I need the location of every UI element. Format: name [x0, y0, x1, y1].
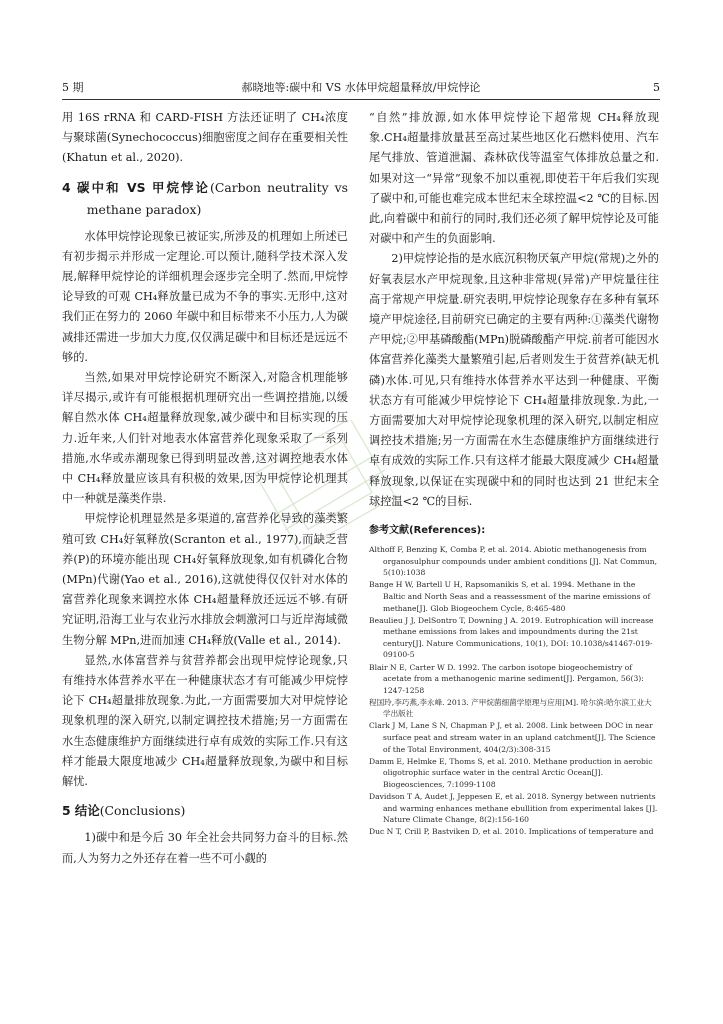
- section-heading-4: [62, 177, 348, 221]
- paragraph: 2)甲烷悖论指的是水底沉积物厌氧产甲烷(常规)之外的好氧表层水产甲烷现象,且这种非常规(异常)产甲烷量往往高于常规产甲烷量.研究表明,甲烷悖论现象存在多种有氧环境产甲烷途径,目前研究已确定的主要有两种:①藻类代谢物产甲烷;②甲基磷酸酯(MPn)脱磷酸酯产甲烷.前者可能因水体富营养化藻类大量繁殖引起,后者则发生于贫营养(缺无机磷)水体.可见,只有维持水体营养水平达到一种健康、平衡状态方有可能减少甲烷悖论下 CH₄超量排放现象.为此,一方面需要加大对甲烷悖论现象机理的深入研究,以制定相应调控技术措施;另一方面需在水生态健康维护方面继续进行卓有成效的实际工作.只有这样才能最大限度减少 CH₄超量释放现象,以保证在实现碳中和的同时也达到 21 世纪末全球控温<2 ℃的目标.: [369, 252, 659, 508]
- header-rule: [62, 99, 660, 100]
- paragraph: 显然,水体富营养与贫营养都会出现甲烷悖论现象,只有维持水体营养水平在一种健康状态才有可能减少甲烷悖论下 CH₄超量排放现象.为此,一方面需要加大对甲烷悖论现象机理的深入研究,以制定调控技术措施;另一方面需在水生态健康维护方面继续进行卓有成效的实际工作.只有这样才能最大限度地减少 CH₄超量释放现象,为碳中和目标解忧.: [62, 653, 348, 789]
- paragraph: “自然”排放源,如水体甲烷悖论下超常规 CH₄释放现象.CH₄超量排放量甚至高过某些地区化石燃料使用、汽车尾气排放、管道泄漏、森林砍伐等温室气体排放总量之和.如果对这一“异常”现象不加以重视,即使若干年后我们实现了碳中和,可能也难完成本世纪末全球控温<2 ℃的目标.因此,向着碳中和前行的同时,我们还必须了解甲烷悖论及可能对碳中和产生的负面影响.: [369, 111, 659, 246]
- reference-item: Davidson T A, Audet J, Jeppesen E, et al. 2018. Synergy between nutrients and warming enhances methane ebullition from experimental lakes [J]. Nature Climate Change, 8(2):156-160: [369, 792, 658, 825]
- paragraph: 甲烷悖论机理显然是多渠道的,富营养化导致的藻类繁殖可致 CH₄好氧释放(Scranton et al., 1977),而缺乏营养(P)的环境亦能出现 CH₄好氧释放现象,如有机磷化合物(MPn)代谢(Yao et al., 2016),这就使得仅仅针对水体的富营养化现象来调控水体 CH₄超量释放还远远不够.有研究证明,沿海工业与农业污水排放会刺激河口与近岸海域微生物分解 MPn,进而加速 CH₄释放(Valle et al., 2014).: [62, 512, 348, 647]
- reference-item: Beaulieu J J, DelSontro T, Downing J A. 2019. Eutrophication will increase methane emissions from lakes and impoundments during the 21st century[J]. Nature Communications, 10(1), DOI: 10.1038/s41467-019-09100-5: [369, 615, 654, 660]
- paragraph: 当然,如果对甲烷悖论研究不断深入,对隐含机理能够详尽揭示,或许有可能根据机理研究出一些调控措施,以缓解自然水体 CH₄超量释放现象,减少碳中和目标实现的压力.近年来,人们针对地表水体富营养化现象采取了一系列措施,水华或赤潮现象已得到明显改善,这对调控地表水体中 CH₄释放量应该具有积极的效果,因为甲烷悖论机理其中一种就是藻类作祟.: [62, 371, 348, 506]
- reference-item: Damm E, Helmke E, Thoms S, et al. 2010. Methane production in aerobic oligotrophic surface water in the central Arctic Ocean[J]. Biogeosciences, 7:1099-1108: [369, 756, 653, 789]
- page-number: 5: [653, 81, 660, 94]
- references-title: 参考文献(References):: [369, 525, 486, 537]
- section-title: 5 结论: [62, 803, 100, 819]
- section-title-en: (Conclusions): [99, 803, 186, 819]
- paragraph: 水体甲烷悖论现象已被证实,所涉及的机理如上所述已有初步揭示并形成一定理论.可以预计,随科学技术深入发展,解释甲烷悖论的详细机理会逐步完全明了.然而,甲烷悖论导致的可观 CH₄释放量已成为不争的事实.无形中,这对我们正在努力的 2060 年碳中和目标带来不小压力,人为碳减排还需进一步加大力度,仅仅满足碳中和目标还是远远不够的.: [62, 229, 348, 364]
- paragraph: 1)碳中和是今后 30 年全社会共同努力奋斗的目标.然而,人为努力之外还存在着一些不可小觑的: [62, 831, 348, 865]
- section-title-en: (Carbon neutrality vs methane paradox): [86, 179, 348, 217]
- reference-item: Bange H W, Bartell U H, Rapsomanikis S, et al. 1994. Methane in the Baltic and North Seas and a reassessment of the marine emissions of methane[J]. Glob Biogeochem Cycle, 8:465-480: [369, 580, 651, 613]
- left-column: [62, 108, 348, 869]
- right-column: [369, 108, 659, 838]
- reference-item: Althoff F, Benzing K, Comba P, et al. 2014. Abiotic methanogenesis from organosulphur compounds under ambient conditions [J]. Nat Commun, 5(10):1038: [369, 545, 658, 578]
- issue-number: 5 期: [62, 81, 84, 94]
- section-heading-5: [62, 800, 348, 822]
- reference-item: 程国玲,李巧燕,李永峰. 2013. 产甲烷菌细菌学原理与应用[M]. 哈尔滨:哈尔滨工业大学出版社: [369, 697, 652, 719]
- running-title: 郝晓地等:碳中和 VS 水体甲烷超量释放/甲烷悖论: [241, 81, 481, 94]
- reference-item: Duc N T, Crill P, Bastviken D, et al. 2010. Implications of temperature and: [369, 827, 654, 837]
- reference-item: Blair N E, Carter W D. 1992. The carbon isotope biogeochemistry of acetate from a methanogenic marine sediment[J]. Pergamon, 56(3): 1247-1258: [369, 662, 644, 695]
- reference-list: [369, 544, 659, 838]
- reference-item: Clark J M, Lane S N, Chapman P J, et al. 2008. Link between DOC in near surface peat and stream water in an upland catchment[J]. The Science of the Total Environment, 404(2/3):308-315: [369, 721, 656, 754]
- running-header: [62, 78, 660, 98]
- section-title: 4 碳中和 VS 甲烷悖论: [62, 179, 211, 195]
- paragraph: 用 16S rRNA 和 CARD-FISH 方法还证明了 CH₄浓度与聚球菌(Synechococcus)细胞密度之间存在重要相关性(Khatun et al., 2020).: [62, 111, 348, 165]
